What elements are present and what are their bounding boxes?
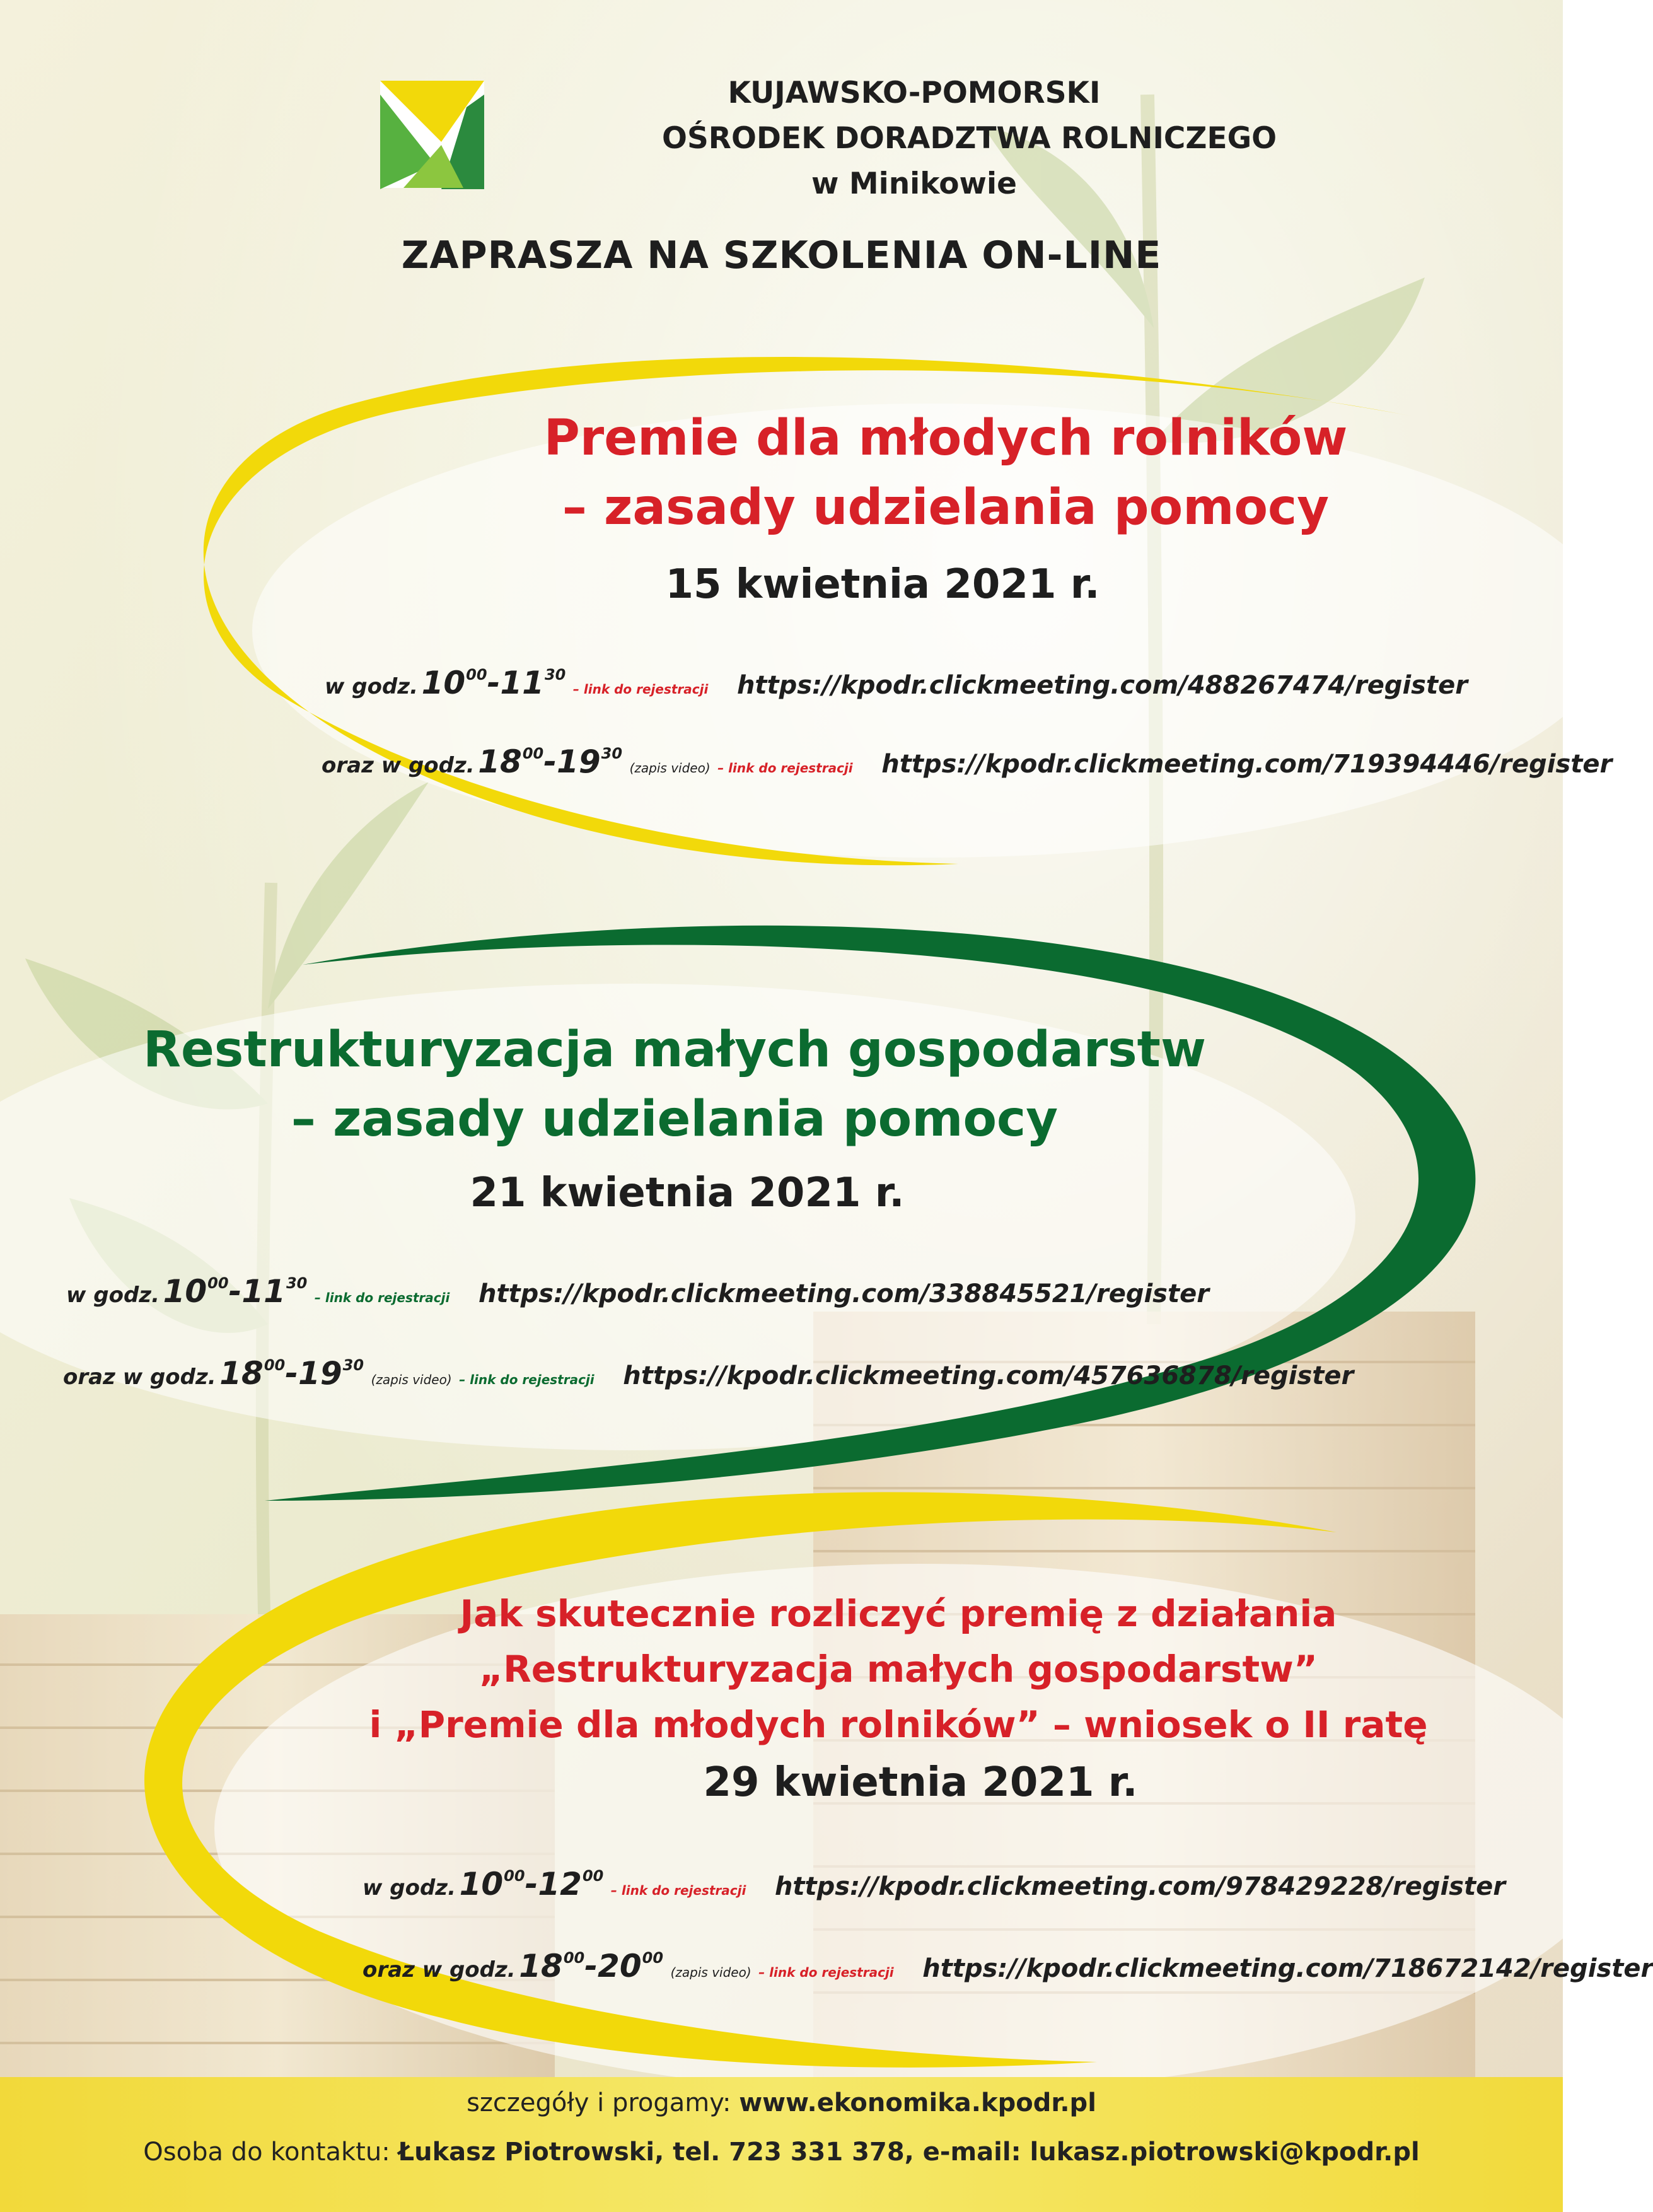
organization-name — [662, 71, 1277, 207]
registration-url[interactable]: https://kpodr.clickmeeting.com/457636878/register — [623, 1361, 1354, 1390]
training-3-title-line-3: i „Premie dla młodych rolników” – wniosek o II ratę — [369, 1703, 1428, 1746]
registration-url[interactable]: https://kpodr.clickmeeting.com/338845521/register — [478, 1279, 1209, 1308]
training-1-title-line-2: – zasady udzielania pomocy — [562, 479, 1330, 536]
session-note: (zapis video) — [670, 1965, 751, 1980]
training-2-date: 21 kwietnia 2021 r. — [470, 1170, 905, 1216]
org-line-2: OŚRODEK DORADZTWA ROLNICZEGO — [662, 121, 1277, 156]
session-time: $10^{00}-11^{30}$ — [163, 1273, 308, 1310]
details-url[interactable]: www.ekonomika.kpodr.pl — [739, 2088, 1096, 2117]
training-1-session-1: w godz. $10^{00}-11^{30}$ – link do rejestracji https://kpodr.clickmeeting.com/488267474/register — [325, 665, 1468, 701]
registration-link-label: – link do rejestracji — [459, 1372, 594, 1387]
training-1-title-line-1: Premie dla młodych rolników — [543, 410, 1348, 467]
contact-text: Łukasz Piotrowski, tel. 723 331 378, e-mail: lukasz.piotrowski@kpodr.pl — [398, 2138, 1420, 2167]
training-2-title-line-2: – zasady udzielania pomocy — [291, 1091, 1058, 1148]
training-3-title — [315, 1586, 1482, 1752]
details-label: szczegóły i progamy: — [467, 2088, 731, 2117]
org-line-3: w Minikowie — [811, 166, 1017, 201]
session-time: $18^{00}-19^{30}$ — [478, 743, 623, 780]
contact-label: Osoba do kontaktu: — [143, 2138, 390, 2167]
training-3-title-line-2: „Restrukturyzacja małych gospodarstw” — [479, 1648, 1318, 1691]
session-time: $10^{00}-11^{30}$ — [421, 665, 566, 701]
footer-contact — [0, 2138, 1563, 2167]
training-2-title-line-1: Restrukturyzacja małych gospodarstw — [142, 1022, 1207, 1078]
registration-url[interactable]: https://kpodr.clickmeeting.com/488267474/register — [736, 671, 1468, 700]
session-note: (zapis video) — [371, 1372, 452, 1387]
registration-link-label: – link do rejestracji — [572, 682, 709, 697]
registration-url[interactable]: https://kpodr.clickmeeting.com/978429228/register — [774, 1872, 1505, 1901]
registration-link-label: – link do rejestracji — [314, 1290, 450, 1305]
training-1-date: 15 kwietnia 2021 r. — [665, 561, 1100, 608]
training-3-date: 29 kwietnia 2021 r. — [703, 1759, 1138, 1806]
session-note: (zapis video) — [629, 760, 710, 776]
training-3-session-1: w godz. $10^{00}-12^{00}$ – link do rejestracji https://kpodr.clickmeeting.com/978429228/register — [362, 1866, 1505, 1902]
footer-details — [0, 2088, 1563, 2117]
session-time: $18^{00}-20^{00}$ — [519, 1948, 664, 1984]
logo-icon — [380, 81, 484, 189]
training-2-session-1: w godz. $10^{00}-11^{30}$ – link do rejestracji https://kpodr.clickmeeting.com/338845521/register — [66, 1273, 1209, 1310]
invite-heading: ZAPRASZA NA SZKOLENIA ON-LINE — [401, 233, 1162, 277]
registration-url[interactable]: https://kpodr.clickmeeting.com/718672142/register — [922, 1954, 1653, 1983]
registration-link-label: – link do rejestracji — [717, 760, 853, 776]
session-time: $10^{00}-12^{00}$ — [459, 1866, 604, 1902]
training-3-title-line-1: Jak skutecznie rozliczyć premię z działania — [460, 1592, 1337, 1635]
training-3-session-2: oraz w godz. $18^{00}-20^{00}$ (zapis video) – link do rejestracji https://kpodr.clickmeeting.com/718672142/register — [362, 1948, 1653, 1984]
training-2-title — [76, 1015, 1273, 1154]
registration-url[interactable]: https://kpodr.clickmeeting.com/719394446/register — [881, 750, 1613, 779]
org-line-1: KUJAWSKO-POMORSKI — [728, 76, 1101, 110]
session-time: $18^{00}-19^{30}$ — [219, 1355, 364, 1392]
registration-link-label: – link do rejestracji — [610, 1883, 746, 1898]
registration-link-label: – link do rejestracji — [758, 1965, 894, 1980]
training-2-session-2: oraz w godz. $18^{00}-19^{30}$ (zapis video) – link do rejestracji https://kpodr.clickmeeting.com/457636878/register — [63, 1355, 1354, 1392]
training-1-title — [410, 404, 1482, 542]
training-1-session-2: oraz w godz. $18^{00}-19^{30}$ (zapis video) – link do rejestracji https://kpodr.clickmeeting.com/719394446/register — [322, 743, 1613, 780]
